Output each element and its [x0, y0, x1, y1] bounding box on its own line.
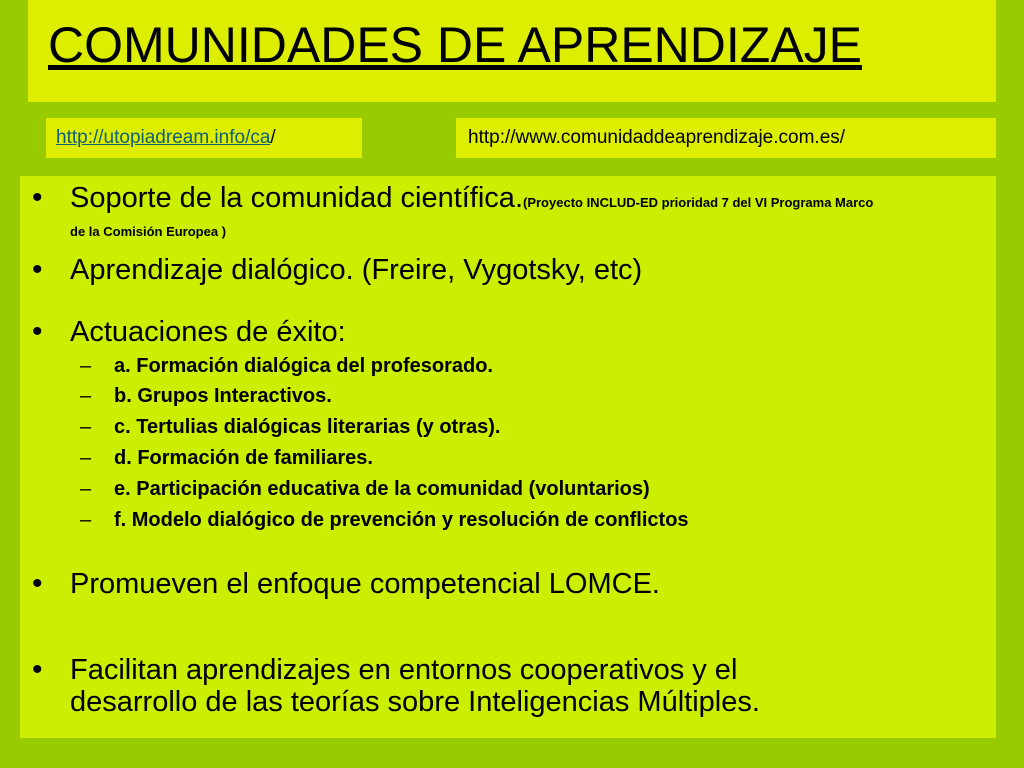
bullet-aprendizaje-text: Aprendizaje dialógico. (Freire, Vygotsky, etc): [70, 254, 643, 286]
sub-item-text: b. Grupos Interactivos.: [114, 385, 332, 407]
bullet-soporte-text: Soporte de la comunidad científica.: [70, 182, 523, 214]
sub-item-text: c. Tertulias dialógicas literarias (y otras).: [114, 416, 501, 438]
sub-item-c: [80, 413, 500, 441]
bullet-dot: •: [32, 181, 43, 214]
bullet-dot: •: [32, 253, 43, 286]
dash: –: [80, 478, 92, 500]
sub-item-e: [80, 475, 650, 503]
link-comunidaddeaprendizaje[interactable]: http://www.comunidaddeaprendizaje.com.es/: [468, 127, 846, 148]
sub-item-f: [80, 506, 689, 534]
bullet-facilitan-text: [70, 654, 988, 718]
sub-item-d: [80, 444, 373, 472]
sub-item-text: f. Modelo dialógico de prevención y resolución de conflictos: [114, 509, 689, 531]
sub-item-b: [80, 382, 332, 410]
bullet-dot: •: [32, 567, 43, 600]
sub-item-text: d. Formación de familiares.: [114, 447, 373, 469]
sub-item-text: a. Formación dialógica del profesorado.: [114, 355, 493, 377]
slide-title: COMUNIDADES DE APRENDIZAJE: [48, 17, 863, 73]
bullet-soporte-note-line2: de la Comisión Europea ): [70, 224, 227, 239]
dash: –: [80, 447, 92, 469]
dash: –: [80, 509, 92, 531]
dash: –: [80, 355, 92, 377]
bullet-promueven-text: Promueven el enfoque competencial LOMCE.: [70, 568, 660, 600]
link-box-comunidad: [456, 118, 996, 158]
sub-item-a: [80, 352, 493, 380]
link-trailing-slash: /: [270, 127, 276, 148]
link-utopiadream[interactable]: http://utopiadream.info/ca: [56, 127, 271, 148]
bullet-dot: •: [32, 653, 43, 686]
dash: –: [80, 385, 92, 407]
sub-item-text: e. Participación educativa de la comunidad (voluntarios): [114, 478, 650, 500]
bullet-soporte-note: (Proyecto INCLUD-ED prioridad 7 del VI Programa Marco: [523, 195, 874, 210]
dash: –: [80, 416, 92, 438]
link-box-utopiadream: [46, 118, 362, 158]
bullet-actuaciones-text: Actuaciones de éxito:: [70, 316, 346, 348]
bullet-facilitan-line2: desarrollo de las teorías sobre Inteligencias Múltiples.: [70, 686, 760, 718]
title-box: [28, 0, 996, 102]
bullet-dot: •: [32, 315, 43, 348]
content-box: [20, 176, 996, 738]
bullet-facilitan-line1: Facilitan aprendizajes en entornos cooperativos y el: [70, 654, 738, 686]
